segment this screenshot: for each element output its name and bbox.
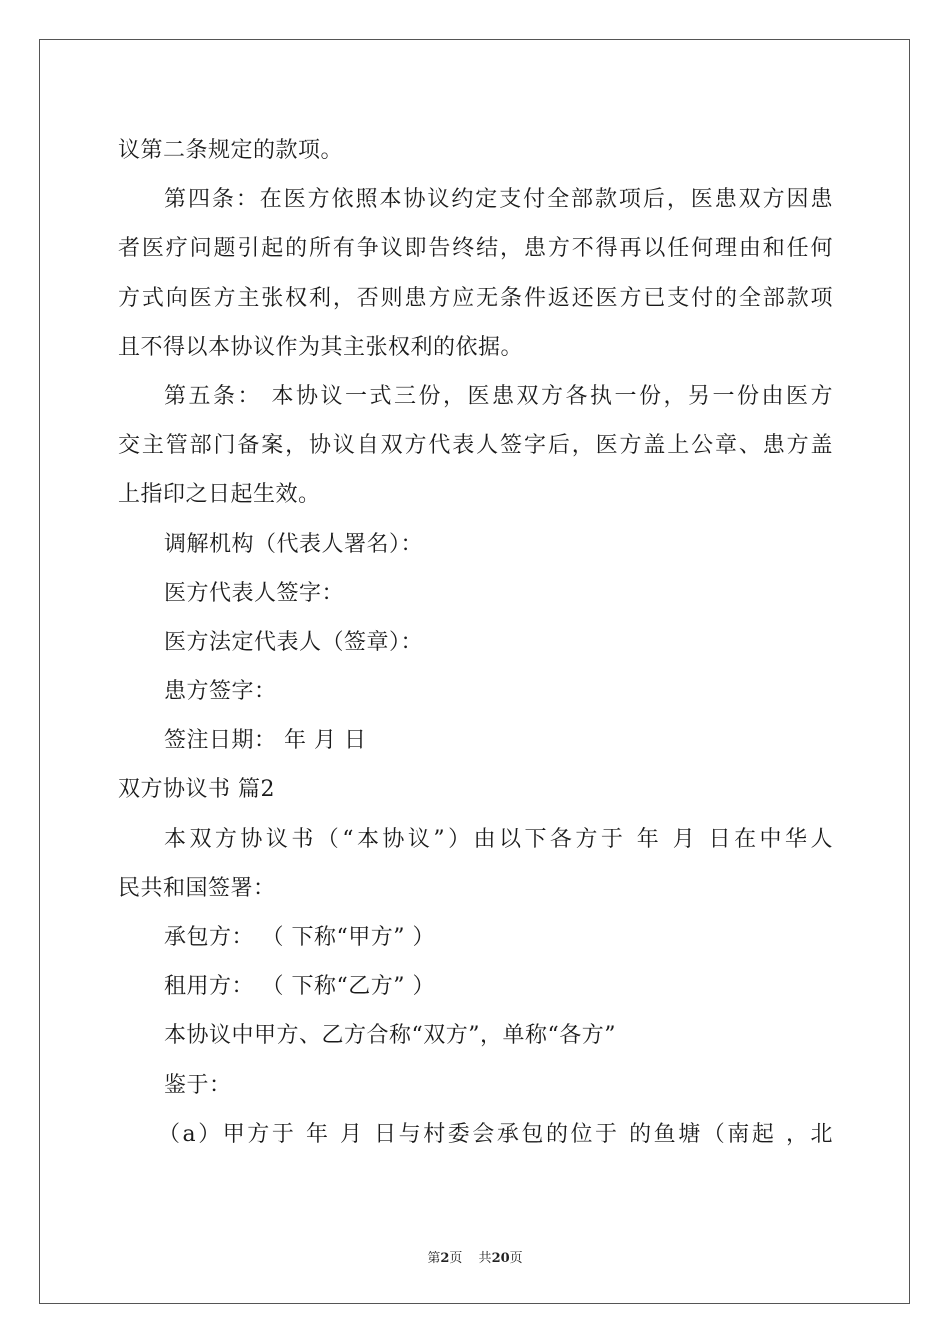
party-lessee: 租用方： （ 下称“乙方” ） [164,974,435,1000]
page-footer [0,1247,950,1266]
paragraph-line: 本协议中甲方、乙方合称“双方”，单称“各方” [164,1023,616,1049]
signature-label-hospital-rep: 医方代表人签字： [164,580,345,606]
paragraph-line: 民共和国签署： [118,875,276,901]
paragraph-line: 本双方协议书（“本协议”）由以下各方于 年 月 日在中华人 [164,826,833,852]
signature-label-patient: 患方签字： [164,679,277,705]
whereas-heading: 鉴于： [164,1072,232,1098]
paragraph-line: （a）甲方于 年 月 日与村委会承包的位于 的鱼塘（南起 ，北 [158,1121,833,1147]
paragraph-line: 交主管部门备案，协议自双方代表人签字后，医方盖上公章、患方盖 [118,433,833,459]
paragraph-line: 第五条： 本协议一式三份，医患双方各执一份，另一份由医方 [164,383,833,409]
party-contractor: 承包方： （ 下称“甲方” ） [164,925,435,950]
paragraph-line: 且不得以本协议作为其主张权利的依据。 [118,334,524,360]
paragraph-line: 第四条：在医方依照本协议约定支付全部款项后，医患双方因患 [164,187,833,213]
paragraph-line: 上指印之日起生效。 [118,482,321,508]
paragraph-line: 议第二条规定的款项。 [118,138,344,163]
total-pages: 共20页 [478,1251,523,1266]
signature-label-legal-rep: 医方法定代表人（签章）： [164,629,424,655]
section-heading: 双方协议书 篇2 [118,777,275,803]
signature-date: 签注日期： 年 月 日 [164,728,367,754]
page-number: 第2页 [427,1251,463,1266]
document-body [118,126,833,1159]
paragraph-line: 者医疗问题引起的所有争议即告终结，患方不得再以任何理由和任何 [118,236,833,262]
signature-label-mediator: 调解机构（代表人署名）： [164,531,424,557]
paragraph-line: 方式向医方主张权利，否则患方应无条件返还医方已支付的全部款项 [118,285,833,311]
